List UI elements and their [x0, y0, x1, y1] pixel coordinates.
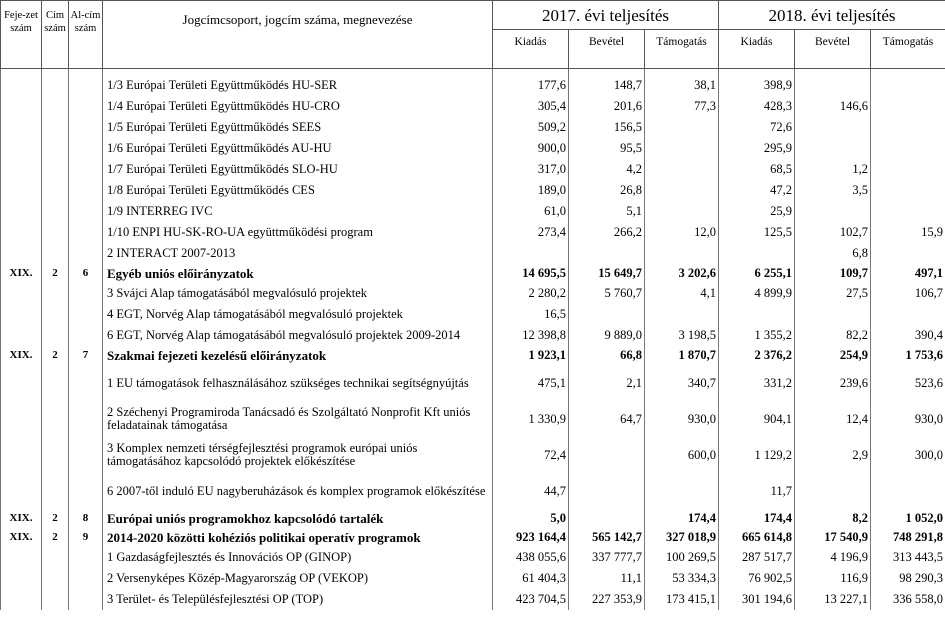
- cell-tamogatas-2017: 3 202,6: [645, 264, 719, 283]
- cell-fejezet: [1, 365, 42, 401]
- header-tamogatas-2017: Támogatás: [645, 30, 719, 69]
- cell-alcim: [69, 96, 103, 117]
- cell-fejezet: [1, 138, 42, 159]
- header-year-2018: 2018. évi teljesítés: [719, 1, 945, 30]
- cell-kiadas-2018: 904,1: [719, 401, 795, 437]
- table-row: [1, 365, 945, 401]
- cell-cim: [42, 547, 69, 568]
- cell-bevetel-2017: 565 142,7: [569, 528, 645, 547]
- cell-tamogatas-2018: 930,0: [871, 401, 945, 437]
- cell-bevetel-2018: [795, 138, 871, 159]
- cell-bevetel-2017: [569, 509, 645, 528]
- cell-alcim: [69, 437, 103, 473]
- cell-tamogatas-2017: [645, 243, 719, 264]
- header-fejezet: Feje-zet szám: [1, 1, 42, 69]
- header-kiadas-2018: Kiadás: [719, 30, 795, 69]
- cell-tamogatas-2018: 15,9: [871, 222, 945, 243]
- cell-name: 2 INTERACT 2007-2013: [103, 243, 493, 264]
- cell-name: 2014-2020 közötti kohéziós politikai operatív programok: [103, 528, 493, 547]
- cell-name: 1/7 Európai Területi Együttműködés SLO-HU: [103, 159, 493, 180]
- cell-alcim: [69, 547, 103, 568]
- cell-kiadas-2018: [719, 243, 795, 264]
- cell-bevetel-2017: [569, 437, 645, 473]
- cell-tamogatas-2017: [645, 138, 719, 159]
- cell-kiadas-2018: 68,5: [719, 159, 795, 180]
- cell-tamogatas-2017: 3 198,5: [645, 325, 719, 346]
- cell-kiadas-2018: 665 614,8: [719, 528, 795, 547]
- cell-tamogatas-2018: 1 753,6: [871, 346, 945, 365]
- cell-tamogatas-2018: [871, 138, 945, 159]
- cell-bevetel-2018: 12,4: [795, 401, 871, 437]
- cell-kiadas-2017: 900,0: [493, 138, 569, 159]
- cell-bevetel-2017: 95,5: [569, 138, 645, 159]
- cell-tamogatas-2018: [871, 304, 945, 325]
- cell-tamogatas-2018: 300,0: [871, 437, 945, 473]
- cell-tamogatas-2017: 12,0: [645, 222, 719, 243]
- cell-kiadas-2017: 5,0: [493, 509, 569, 528]
- table-body: [1, 69, 945, 611]
- header-bevetel-2018: Bevétel: [795, 30, 871, 69]
- cell-bevetel-2017: 201,6: [569, 96, 645, 117]
- table-row: [1, 401, 945, 437]
- cell-fejezet: [1, 201, 42, 222]
- cell-name: Egyéb uniós előirányzatok: [103, 264, 493, 283]
- cell-kiadas-2018: 72,6: [719, 117, 795, 138]
- cell-alcim: [69, 568, 103, 589]
- cell-kiadas-2018: 47,2: [719, 180, 795, 201]
- cell-cim: [42, 180, 69, 201]
- cell-cim: [42, 222, 69, 243]
- cell-name: 3 Svájci Alap támogatásából megvalósuló projektek: [103, 283, 493, 304]
- cell-fejezet: [1, 117, 42, 138]
- cell-fejezet: [1, 96, 42, 117]
- cell-tamogatas-2017: [645, 304, 719, 325]
- cell-tamogatas-2017: [645, 159, 719, 180]
- header-alcim: Al-cím szám: [69, 1, 103, 69]
- cell-kiadas-2018: 287 517,7: [719, 547, 795, 568]
- cell-kiadas-2018: 25,9: [719, 201, 795, 222]
- cell-tamogatas-2017: 100 269,5: [645, 547, 719, 568]
- cell-tamogatas-2018: 313 443,5: [871, 547, 945, 568]
- cell-fejezet: [1, 75, 42, 96]
- cell-tamogatas-2018: [871, 243, 945, 264]
- cell-tamogatas-2017: 327 018,9: [645, 528, 719, 547]
- cell-cim: [42, 473, 69, 509]
- cell-bevetel-2017: 15 649,7: [569, 264, 645, 283]
- cell-kiadas-2018: 428,3: [719, 96, 795, 117]
- group-row: [1, 528, 945, 547]
- cell-kiadas-2018: 6 255,1: [719, 264, 795, 283]
- cell-alcim: 7: [69, 346, 103, 365]
- cell-kiadas-2017: 14 695,5: [493, 264, 569, 283]
- cell-tamogatas-2018: [871, 473, 945, 509]
- cell-name: 1 Gazdaságfejlesztés és Innovációs OP (GINOP): [103, 547, 493, 568]
- cell-bevetel-2017: 66,8: [569, 346, 645, 365]
- cell-kiadas-2018: 1 355,2: [719, 325, 795, 346]
- cell-kiadas-2018: 295,9: [719, 138, 795, 159]
- table-row: [1, 547, 945, 568]
- cell-tamogatas-2017: 53 334,3: [645, 568, 719, 589]
- cell-kiadas-2018: 2 376,2: [719, 346, 795, 365]
- cell-kiadas-2017: 509,2: [493, 117, 569, 138]
- cell-kiadas-2018: 125,5: [719, 222, 795, 243]
- cell-fejezet: [1, 159, 42, 180]
- table-row: [1, 117, 945, 138]
- cell-bevetel-2018: 116,9: [795, 568, 871, 589]
- cell-tamogatas-2018: [871, 117, 945, 138]
- cell-bevetel-2018: 82,2: [795, 325, 871, 346]
- cell-name: 1/5 Európai Területi Együttműködés SEES: [103, 117, 493, 138]
- cell-kiadas-2018: 174,4: [719, 509, 795, 528]
- cell-bevetel-2017: 148,7: [569, 75, 645, 96]
- cell-bevetel-2018: 239,6: [795, 365, 871, 401]
- cell-kiadas-2018: [719, 304, 795, 325]
- cell-alcim: [69, 75, 103, 96]
- cell-tamogatas-2017: 38,1: [645, 75, 719, 96]
- cell-cim: [42, 243, 69, 264]
- cell-name: 1/3 Európai Területi Együttműködés HU-SER: [103, 75, 493, 96]
- cell-bevetel-2017: 5 760,7: [569, 283, 645, 304]
- cell-fejezet: [1, 325, 42, 346]
- cell-kiadas-2017: 1 923,1: [493, 346, 569, 365]
- cell-kiadas-2017: [493, 243, 569, 264]
- table-row: [1, 222, 945, 243]
- cell-bevetel-2018: 27,5: [795, 283, 871, 304]
- cell-tamogatas-2018: 106,7: [871, 283, 945, 304]
- cell-kiadas-2017: 423 704,5: [493, 589, 569, 610]
- cell-bevetel-2017: 11,1: [569, 568, 645, 589]
- cell-kiadas-2017: 44,7: [493, 473, 569, 509]
- cell-fejezet: [1, 568, 42, 589]
- cell-fejezet: [1, 473, 42, 509]
- cell-bevetel-2018: [795, 473, 871, 509]
- cell-alcim: [69, 283, 103, 304]
- cell-cim: [42, 159, 69, 180]
- cell-fejezet: XIX.: [1, 346, 42, 365]
- table-row: [1, 283, 945, 304]
- cell-tamogatas-2018: 497,1: [871, 264, 945, 283]
- cell-alcim: 6: [69, 264, 103, 283]
- cell-cim: [42, 325, 69, 346]
- cell-cim: [42, 568, 69, 589]
- cell-kiadas-2018: 398,9: [719, 75, 795, 96]
- cell-name: 1/4 Európai Területi Együttműködés HU-CRO: [103, 96, 493, 117]
- cell-cim: [42, 304, 69, 325]
- cell-bevetel-2018: [795, 201, 871, 222]
- cell-cim: [42, 401, 69, 437]
- cell-name: 6 2007-től induló EU nagyberuházások és komplex programok előkészítése: [103, 473, 493, 509]
- cell-bevetel-2017: 64,7: [569, 401, 645, 437]
- cell-name: Szakmai fejezeti kezelésű előirányzatok: [103, 346, 493, 365]
- cell-tamogatas-2017: 4,1: [645, 283, 719, 304]
- cell-tamogatas-2018: 98 290,3: [871, 568, 945, 589]
- table-row: [1, 201, 945, 222]
- cell-tamogatas-2017: 77,3: [645, 96, 719, 117]
- cell-kiadas-2017: 177,6: [493, 75, 569, 96]
- cell-alcim: [69, 222, 103, 243]
- cell-kiadas-2017: 438 055,6: [493, 547, 569, 568]
- cell-alcim: [69, 117, 103, 138]
- cell-fejezet: XIX.: [1, 264, 42, 283]
- cell-name: 4 EGT, Norvég Alap támogatásából megvalósuló projektek: [103, 304, 493, 325]
- cell-cim: [42, 75, 69, 96]
- cell-alcim: [69, 473, 103, 509]
- cell-cim: 2: [42, 264, 69, 283]
- cell-bevetel-2018: 1,2: [795, 159, 871, 180]
- cell-tamogatas-2017: 1 870,7: [645, 346, 719, 365]
- cell-alcim: [69, 401, 103, 437]
- cell-kiadas-2018: 76 902,5: [719, 568, 795, 589]
- header-bevetel-2017: Bevétel: [569, 30, 645, 69]
- table-row: [1, 437, 945, 473]
- table-row: [1, 304, 945, 325]
- cell-bevetel-2018: 2,9: [795, 437, 871, 473]
- cell-bevetel-2017: 5,1: [569, 201, 645, 222]
- cell-cim: [42, 589, 69, 610]
- cell-name: Európai uniós programokhoz kapcsolódó tartalék: [103, 509, 493, 528]
- cell-alcim: [69, 180, 103, 201]
- cell-tamogatas-2018: 748 291,8: [871, 528, 945, 547]
- cell-bevetel-2017: [569, 473, 645, 509]
- cell-tamogatas-2017: [645, 180, 719, 201]
- cell-cim: 2: [42, 346, 69, 365]
- cell-name: 1/9 INTERREG IVC: [103, 201, 493, 222]
- cell-kiadas-2018: 1 129,2: [719, 437, 795, 473]
- cell-fejezet: [1, 304, 42, 325]
- cell-bevetel-2017: 2,1: [569, 365, 645, 401]
- cell-fejezet: XIX.: [1, 509, 42, 528]
- cell-cim: [42, 283, 69, 304]
- header-name: Jogcímcsoport, jogcím száma, megnevezése: [103, 1, 493, 69]
- cell-bevetel-2018: 4 196,9: [795, 547, 871, 568]
- cell-bevetel-2017: 4,2: [569, 159, 645, 180]
- cell-bevetel-2017: 9 889,0: [569, 325, 645, 346]
- cell-bevetel-2018: [795, 117, 871, 138]
- cell-bevetel-2018: 3,5: [795, 180, 871, 201]
- cell-cim: 2: [42, 509, 69, 528]
- cell-alcim: 9: [69, 528, 103, 547]
- cell-tamogatas-2018: [871, 96, 945, 117]
- cell-kiadas-2017: 305,4: [493, 96, 569, 117]
- cell-name: 1/6 Európai Területi Együttműködés AU-HU: [103, 138, 493, 159]
- cell-tamogatas-2017: [645, 473, 719, 509]
- cell-kiadas-2017: 12 398,8: [493, 325, 569, 346]
- cell-tamogatas-2017: 930,0: [645, 401, 719, 437]
- table-row: [1, 159, 945, 180]
- cell-tamogatas-2018: [871, 75, 945, 96]
- cell-alcim: [69, 325, 103, 346]
- cell-alcim: [69, 201, 103, 222]
- table-row: [1, 243, 945, 264]
- cell-bevetel-2018: 8,2: [795, 509, 871, 528]
- cell-bevetel-2017: 26,8: [569, 180, 645, 201]
- cell-alcim: [69, 138, 103, 159]
- cell-name: 2 Széchenyi Programiroda Tanácsadó és Szolgáltató Nonprofit Kft uniós feladatainak támogatása: [103, 401, 493, 437]
- header-tamogatas-2018: Támogatás: [871, 30, 945, 69]
- cell-bevetel-2017: [569, 304, 645, 325]
- cell-kiadas-2017: 72,4: [493, 437, 569, 473]
- table-row: [1, 75, 945, 96]
- cell-fejezet: [1, 180, 42, 201]
- cell-kiadas-2017: 475,1: [493, 365, 569, 401]
- cell-cim: [42, 201, 69, 222]
- cell-bevetel-2018: [795, 75, 871, 96]
- header-cim: Cím szám: [42, 1, 69, 69]
- cell-name: 3 Komplex nemzeti térségfejlesztési programok európai uniós támogatásához kapcsolódó projektek előkészítése: [103, 437, 493, 473]
- table-row: [1, 325, 945, 346]
- cell-kiadas-2017: 273,4: [493, 222, 569, 243]
- cell-bevetel-2018: 6,8: [795, 243, 871, 264]
- cell-tamogatas-2018: 390,4: [871, 325, 945, 346]
- cell-tamogatas-2017: 340,7: [645, 365, 719, 401]
- cell-fejezet: [1, 589, 42, 610]
- cell-bevetel-2017: [569, 243, 645, 264]
- table-row: [1, 138, 945, 159]
- group-row: [1, 264, 945, 283]
- cell-bevetel-2017: 227 353,9: [569, 589, 645, 610]
- cell-fejezet: [1, 547, 42, 568]
- cell-kiadas-2017: 317,0: [493, 159, 569, 180]
- group-row: [1, 346, 945, 365]
- cell-name: 1/10 ENPI HU-SK-RO-UA együttműködési program: [103, 222, 493, 243]
- cell-alcim: [69, 243, 103, 264]
- cell-cim: [42, 96, 69, 117]
- cell-fejezet: [1, 437, 42, 473]
- cell-alcim: [69, 304, 103, 325]
- table-row: [1, 568, 945, 589]
- cell-tamogatas-2018: 523,6: [871, 365, 945, 401]
- cell-fejezet: [1, 222, 42, 243]
- cell-kiadas-2017: 16,5: [493, 304, 569, 325]
- cell-cim: [42, 365, 69, 401]
- cell-bevetel-2018: 109,7: [795, 264, 871, 283]
- cell-bevetel-2018: 146,6: [795, 96, 871, 117]
- cell-kiadas-2018: 4 899,9: [719, 283, 795, 304]
- cell-kiadas-2017: 189,0: [493, 180, 569, 201]
- cell-fejezet: [1, 283, 42, 304]
- table-row: [1, 473, 945, 509]
- cell-tamogatas-2018: [871, 159, 945, 180]
- cell-tamogatas-2017: 173 415,1: [645, 589, 719, 610]
- cell-kiadas-2018: 331,2: [719, 365, 795, 401]
- cell-bevetel-2018: 102,7: [795, 222, 871, 243]
- table-row: [1, 96, 945, 117]
- cell-cim: [42, 117, 69, 138]
- cell-kiadas-2017: 61,0: [493, 201, 569, 222]
- header-year-2017: 2017. évi teljesítés: [493, 1, 719, 30]
- cell-alcim: [69, 365, 103, 401]
- cell-kiadas-2018: 301 194,6: [719, 589, 795, 610]
- cell-cim: 2: [42, 528, 69, 547]
- cell-tamogatas-2017: [645, 117, 719, 138]
- cell-tamogatas-2018: [871, 201, 945, 222]
- cell-tamogatas-2017: 174,4: [645, 509, 719, 528]
- cell-bevetel-2018: 13 227,1: [795, 589, 871, 610]
- cell-bevetel-2018: [795, 304, 871, 325]
- cell-fejezet: [1, 401, 42, 437]
- cell-bevetel-2018: 17 540,9: [795, 528, 871, 547]
- cell-name: 2 Versenyképes Közép-Magyarország OP (VEKOP): [103, 568, 493, 589]
- cell-tamogatas-2017: [645, 201, 719, 222]
- header-kiadas-2017: Kiadás: [493, 30, 569, 69]
- table-row: [1, 180, 945, 201]
- cell-bevetel-2017: 156,5: [569, 117, 645, 138]
- cell-kiadas-2018: 11,7: [719, 473, 795, 509]
- cell-kiadas-2017: 61 404,3: [493, 568, 569, 589]
- cell-kiadas-2017: 2 280,2: [493, 283, 569, 304]
- cell-tamogatas-2018: [871, 180, 945, 201]
- cell-alcim: 8: [69, 509, 103, 528]
- cell-fejezet: XIX.: [1, 528, 42, 547]
- cell-alcim: [69, 589, 103, 610]
- cell-name: 6 EGT, Norvég Alap támogatásából megvalósuló projektek 2009-2014: [103, 325, 493, 346]
- cell-bevetel-2017: 266,2: [569, 222, 645, 243]
- cell-name: 1 EU támogatások felhasználásához szükséges technikai segítségnyújtás: [103, 365, 493, 401]
- cell-name: 3 Terület- és Településfejlesztési OP (TOP): [103, 589, 493, 610]
- cell-fejezet: [1, 243, 42, 264]
- cell-name: 1/8 Európai Területi Együttműködés CES: [103, 180, 493, 201]
- cell-cim: [42, 437, 69, 473]
- cell-kiadas-2017: 923 164,4: [493, 528, 569, 547]
- cell-bevetel-2018: 254,9: [795, 346, 871, 365]
- cell-tamogatas-2017: 600,0: [645, 437, 719, 473]
- cell-tamogatas-2018: 1 052,0: [871, 509, 945, 528]
- cell-cim: [42, 138, 69, 159]
- cell-bevetel-2017: 337 777,7: [569, 547, 645, 568]
- cell-kiadas-2017: 1 330,9: [493, 401, 569, 437]
- group-row: [1, 509, 945, 528]
- cell-alcim: [69, 159, 103, 180]
- table-row: [1, 589, 945, 610]
- cell-tamogatas-2018: 336 558,0: [871, 589, 945, 610]
